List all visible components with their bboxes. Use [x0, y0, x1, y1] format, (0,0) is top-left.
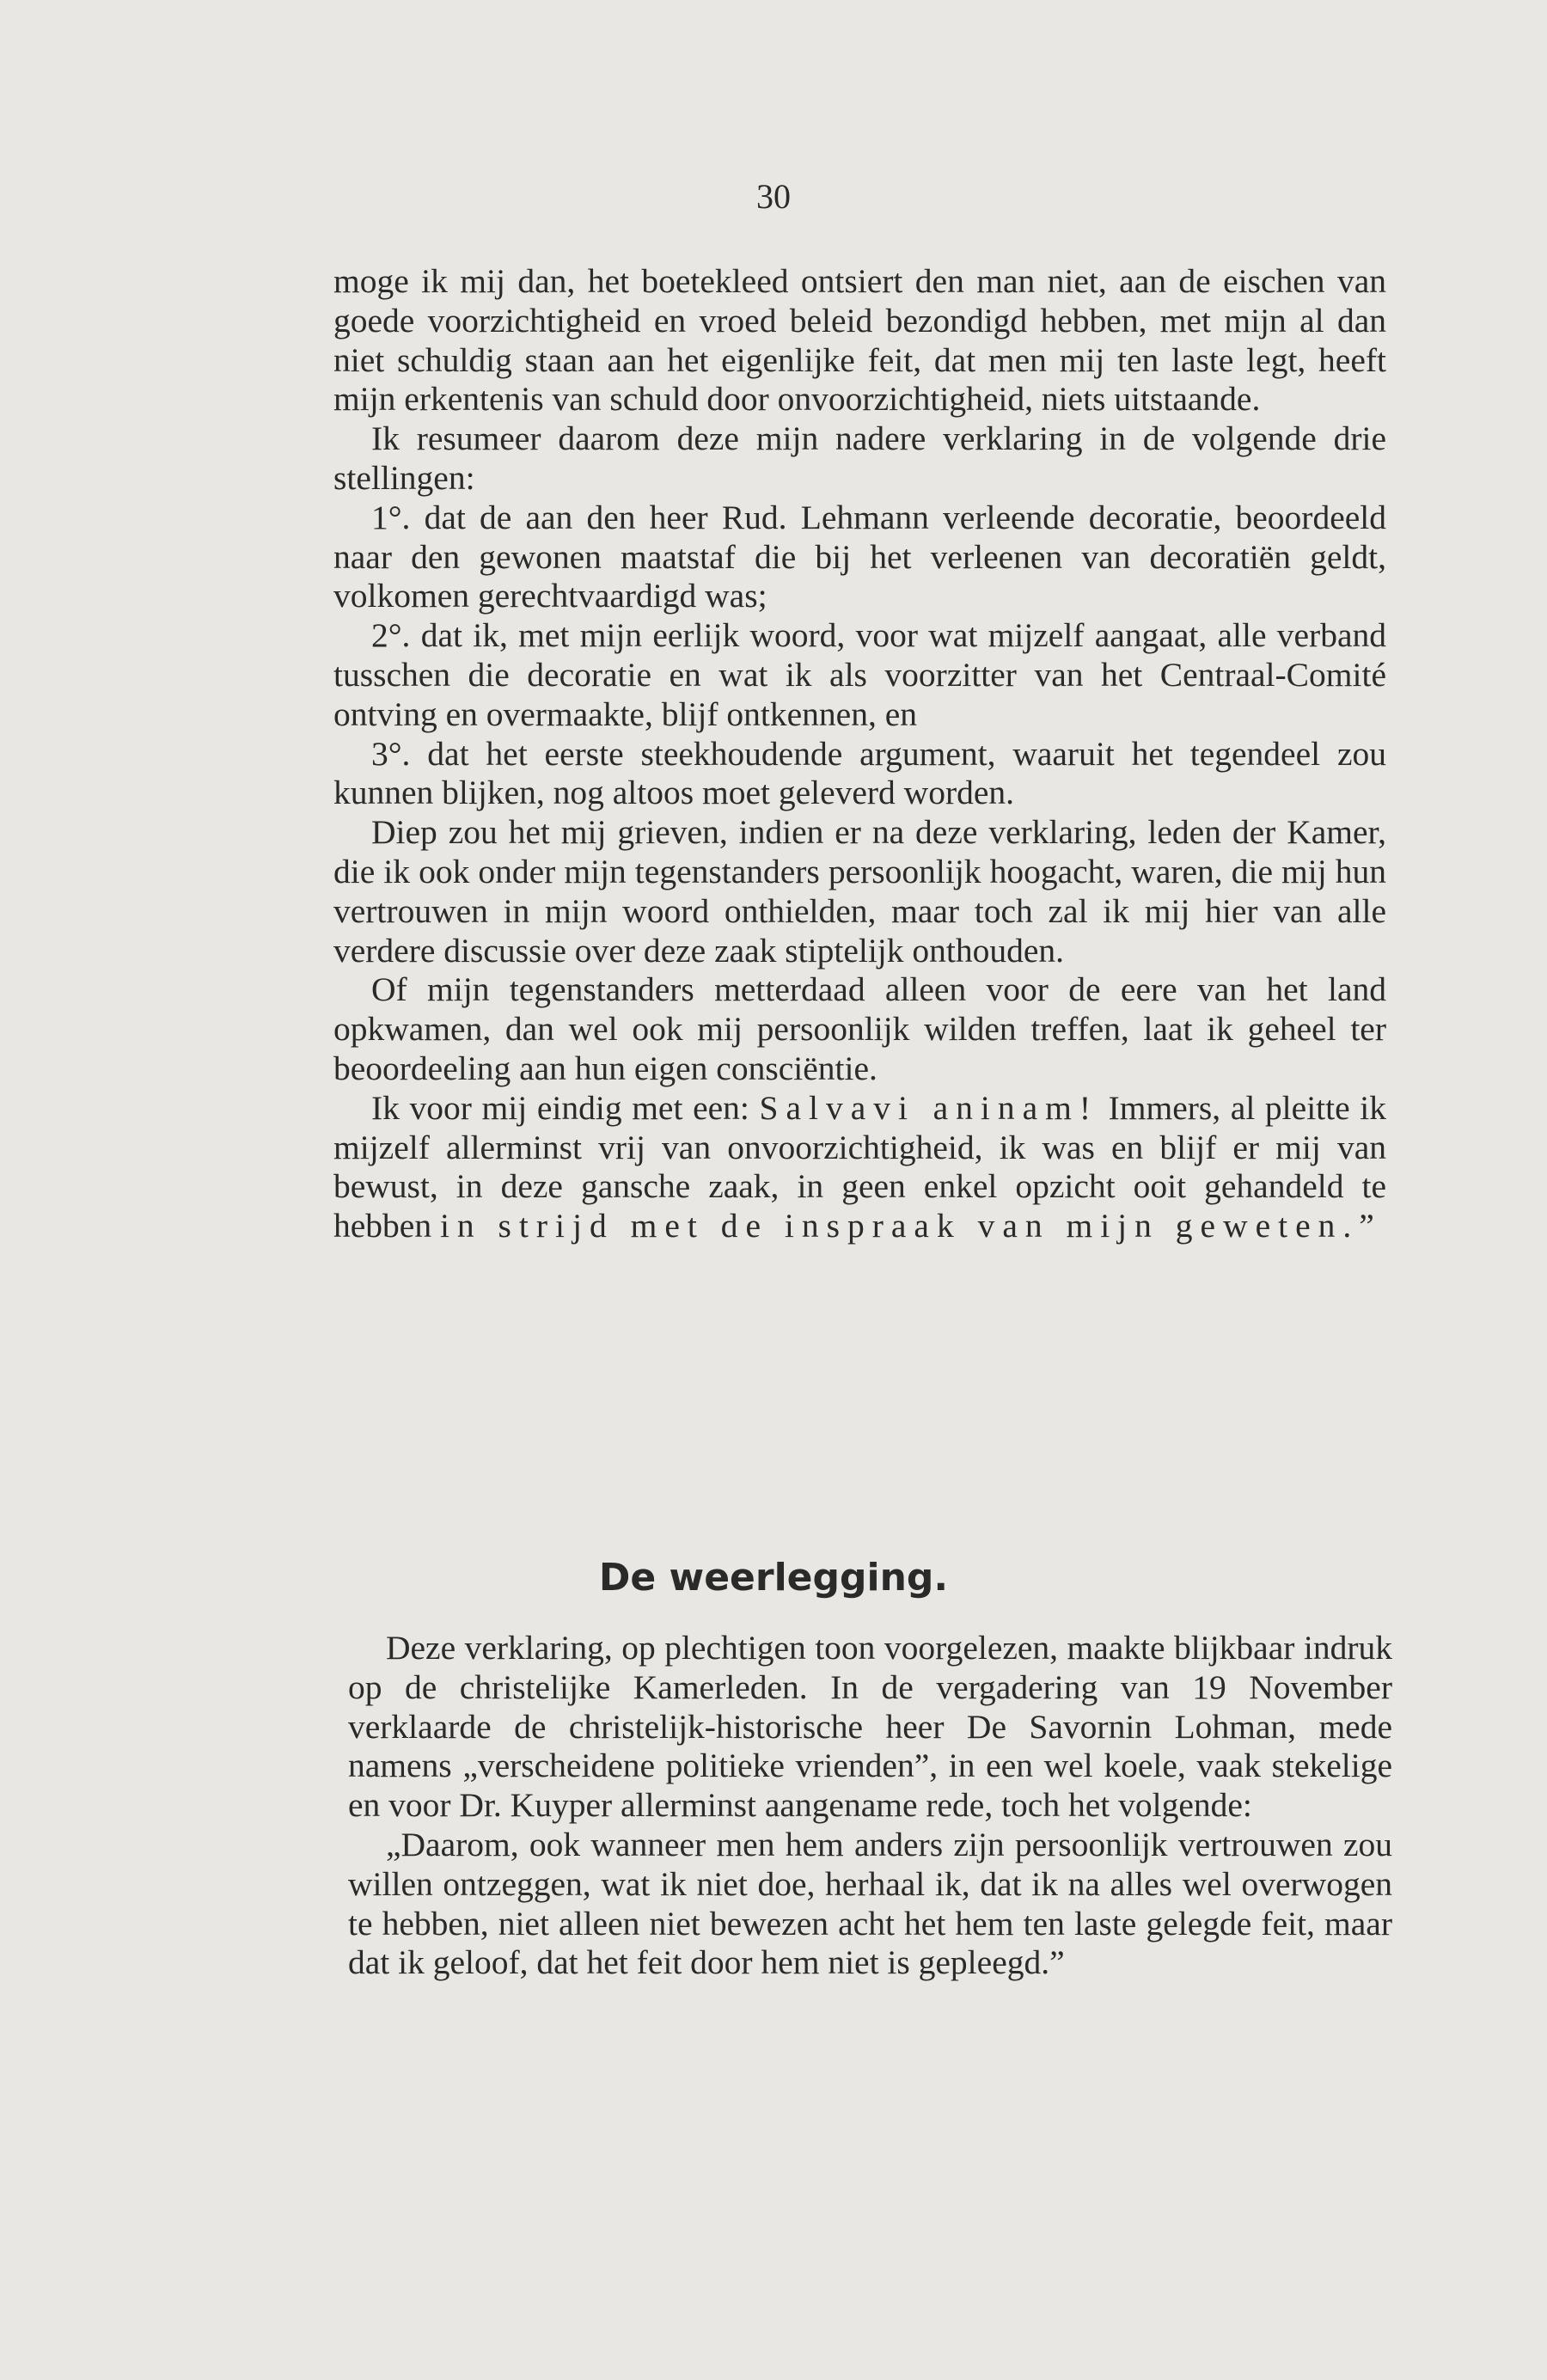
paragraph: 2°. dat ik, met mijn eerlijk woord, voor wat mijzelf aangaat, alle verband tusschen die decoratie en wat ik als voorzitter van het Centraal-Comité ontving en overmaakte, blijf ontkennen, en [333, 616, 1386, 733]
paragraph: 3°. dat het eerste steekhoudende argument, waaruit het tegendeel zou kunnen blijken, nog altoos moet geleverd worden. [333, 734, 1386, 812]
paragraph: Diep zou het mij grieven, indien er na deze verklaring, leden der Kamer, die ik ook onder mijn tegenstanders persoonlijk hoogacht, waren, die mij hun vertrouwen in mijn woord onthielden, maar toch zal ik mij hier van alle verdere discussie over deze zaak stiptelijk onthouden. [333, 813, 1386, 970]
paragraph: Deze verklaring, op plechtigen toon voorgelezen, maakte blijkbaar indruk op de christelijke Kamerleden. In de vergadering van 19 November verklaarde de christelijk-historische heer De Savornin Lohman, mede namens „verscheidene politieke vrienden”, in een wel koele, vaak stekelige en voor Dr. Kuyper allerminst aangename rede, toch het volgende: [348, 1629, 1392, 1825]
paragraph: moge ik mij dan, het boetekleed ontsiert den man niet, aan de eischen van goede voorzichtigheid en vroed beleid bezondigd hebben, met mijn al dan niet schuldig staan aan het eigenlijke feit, dat men mij ten laste legt, heeft mijn erkentenis van schuld door onvoorzichtigheid, niets uitstaande. [333, 262, 1386, 419]
spaced-latin-phrase: Salvavi aninam! [759, 1088, 1099, 1127]
page-number: 30 [756, 177, 791, 216]
paragraph: Of mijn tegenstanders metterdaad alleen voor de eere van het land opkwamen, dan wel ook mij persoonlijk wilden treffen, laat ik geheel ter beoordeeling aan hun eigen consciëntie. [333, 970, 1386, 1087]
body-text-section-2 [348, 1629, 1392, 1983]
spaced-emphasis: in strijd met de inspraak van mijn geweten. [439, 1207, 1360, 1245]
section-heading: De weerlegging. [598, 1556, 949, 1600]
closing-quote: ” [1359, 1207, 1374, 1245]
closing-text-1: Ik voor mij eindig met een: [371, 1088, 760, 1127]
paragraph-closing [333, 1089, 1386, 1246]
paragraph: Ik resumeer daarom deze mijn nadere verklaring in de volgende drie stellingen: [333, 419, 1386, 497]
closing-text-2: Immers, al pleitte ik mijzelf allerminst vrij van onvoorzichtigheid, ik was en blijf er mij van bewust, in deze gansche zaak, in geen enkel opzicht ooit gehandeld te hebben [333, 1088, 1386, 1245]
paragraph: „Daarom, ook wanneer men hem anders zijn persoonlijk vertrouwen zou willen ontzeggen, wat ik niet doe, herhaal ik, dat ik na alles wel overwogen te hebben, niet alleen niet bewezen acht het hem ten laste gelegde feit, maar dat ik geloof, dat het feit door hem niet is gepleegd.” [348, 1825, 1392, 1982]
body-text-section-1 [333, 262, 1386, 1246]
paragraph: 1°. dat de aan den heer Rud. Lehmann verleende decoratie, beoordeeld naar den gewonen maatstaf die bij het verleenen van decoratiën geldt, volkomen gerechtvaardigd was; [333, 498, 1386, 615]
